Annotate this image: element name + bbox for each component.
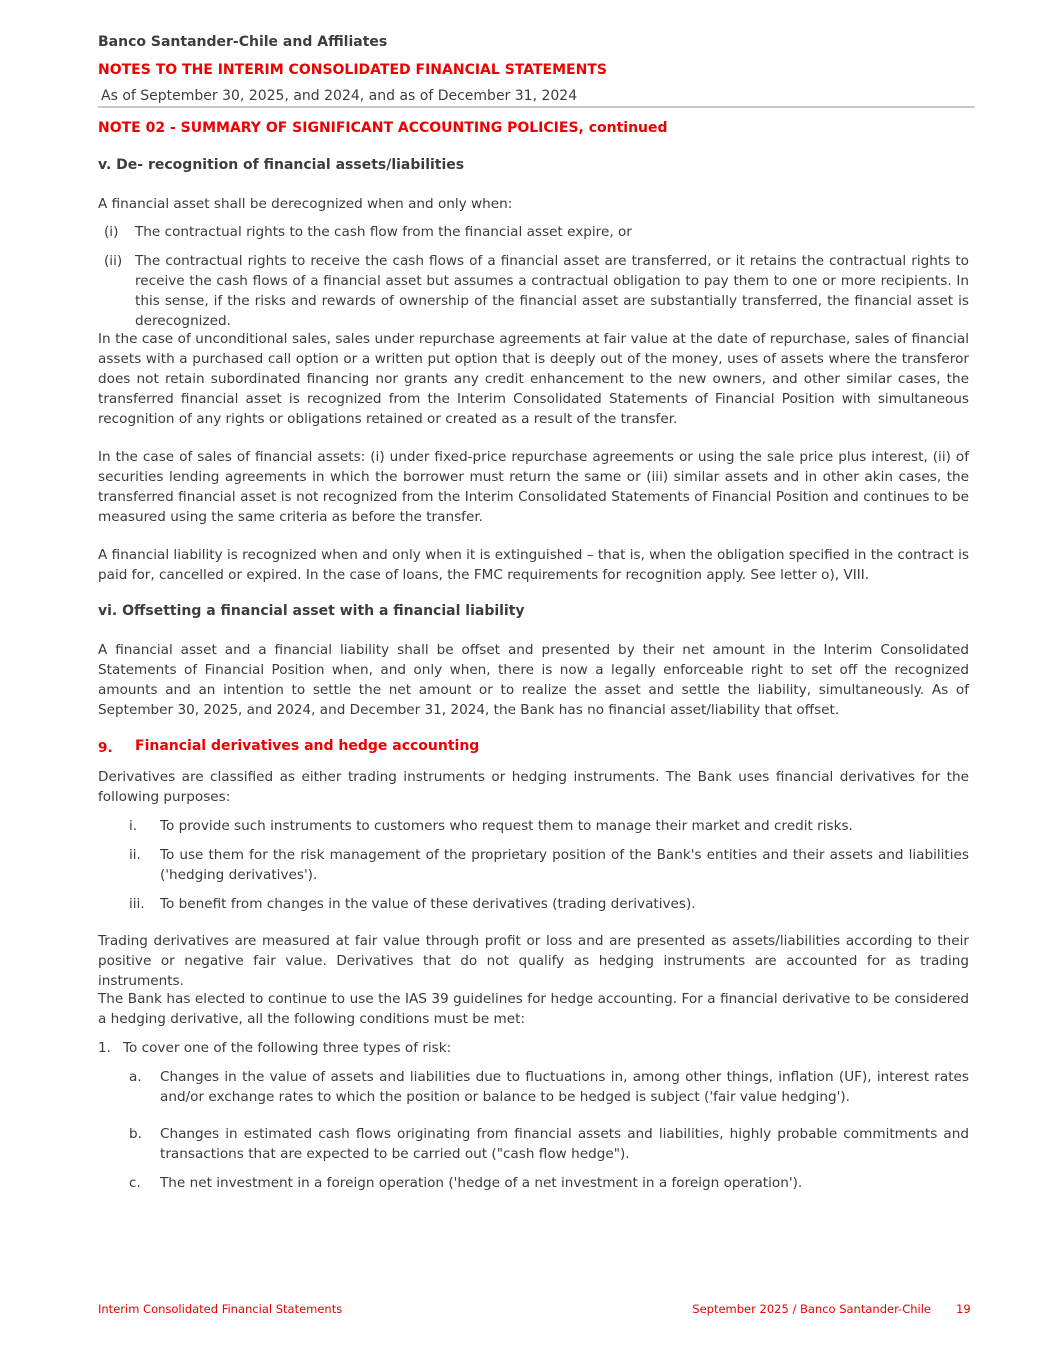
list-marker: 1. (98, 1040, 111, 1056)
list-marker: iii. (129, 896, 145, 912)
list-item: To use them for the risk management of the proprietary position of the Bank's entities and their assets and liabilities ('hedging derivatives'). (160, 847, 969, 883)
paragraph: In the case of unconditional sales, sales under repurchase agreements at fair value at the date of repurchase, sales of financial assets with a purchased call option or a written put option that is deeply out of the money, uses of assets where the transferor does not retain subordinated financing nor grants any credit enhancement to the new owners, and other similar cases, the transferred financial asset is recognized from the Interim Consolidated Statements of Financial Position with simultaneous recognition of any rights or obligations retained or created as a result of the transfer. (98, 331, 969, 427)
section-9-intro: Derivatives are classified as either trading instruments or hedging instruments. The Bank uses financial derivatives for the following purposes: (98, 769, 969, 805)
list-item: Changes in estimated cash flows originating from financial assets and liabilities, highly probable commitments and transactions that are expected to be carried out ("cash flow hedge"). (160, 1126, 969, 1162)
footer-right: September 2025 / Banco Santander-Chile (692, 1302, 931, 1316)
list-item: Changes in the value of assets and liabilities due to fluctuations in, among other things, inflation (UF), interest rates and/or exchange rates to which the position or balance to be hedged is subject ('fair value hedging'). (160, 1069, 969, 1105)
list-item: The contractual rights to receive the cash flows of a financial asset are transferred, or it retains the contractual rights to receive the cash flows of a financial asset but assumes a contractual obligation to pay them to one or more recipients. In this sense, if the risks and rewards of ownership of the financial asset are substantially transferred, the financial asset is derecognized. (135, 253, 969, 329)
paragraph: In the case of sales of financial assets: (i) under fixed-price repurchase agreements or using the sale price plus interest, (ii) of securities lending agreements in which the borrower must return the same or (iii) similar assets and in other akin cases, the transferred financial asset is not recognized from the Interim Consolidated Statements of Financial Position and continues to be measured using the same criteria as before the transfer. (98, 449, 969, 525)
section-v-intro: A financial asset shall be derecognized when and only when: (98, 196, 513, 212)
list-item: To cover one of the following three types of risk: (123, 1040, 452, 1056)
list-marker: c. (129, 1175, 141, 1191)
paragraph: A financial asset and a financial liability shall be offset and presented by their net amount in the Interim Consolidated Statements of Financial Position when, and only when, there is now a legally enforceable right to set off the recognized amounts and an intention to settle the net amount or to realize the asset and settle the liability, simultaneously. As of September 30, 2025, and 2024, and December 31, 2024, the Bank has no financial asset/liability that offset. (98, 642, 969, 718)
list-marker: (ii) (104, 253, 123, 269)
list-item: The net investment in a foreign operation ('hedge of a net investment in a foreign operation'). (160, 1175, 803, 1191)
list-marker: i. (129, 818, 138, 834)
page-number: 19 (956, 1302, 971, 1316)
document-title: NOTES TO THE INTERIM CONSOLIDATED FINANCIAL STATEMENTS (98, 62, 607, 78)
section-vi-heading: vi. Offsetting a financial asset with a financial liability (98, 603, 525, 619)
header-divider (98, 106, 975, 108)
list-marker: b. (129, 1126, 142, 1142)
paragraph: Trading derivatives are measured at fair value through profit or loss and are presented as assets/liabilities according to their positive or negative fair value. Derivatives that do not qualify as hedging instruments are accounted for as trading instruments. (98, 933, 969, 989)
list-item: The contractual rights to the cash flow from the financial asset expire, or (135, 224, 632, 240)
section-9-heading: Financial derivatives and hedge accounting (135, 738, 480, 754)
paragraph: A financial liability is recognized when and only when it is extinguished – that is, when the obligation specified in the contract is paid for, cancelled or expired. In the case of loans, the FMC requirements for recognition apply. See letter o), VIII. (98, 547, 969, 583)
document-date: As of September 30, 2025, and 2024, and as of December 31, 2024 (101, 88, 578, 104)
paragraph: The Bank has elected to continue to use the IAS 39 guidelines for hedge accounting. For a financial derivative to be considered a hedging derivative, all the following conditions must be met: (98, 991, 969, 1027)
list-item: To benefit from changes in the value of these derivatives (trading derivatives). (160, 896, 696, 912)
list-marker: ii. (129, 847, 141, 863)
note-title: NOTE 02 - SUMMARY OF SIGNIFICANT ACCOUNTING POLICIES, continued (98, 120, 668, 136)
list-marker: (i) (104, 224, 119, 240)
section-9-number: 9. (98, 740, 113, 756)
company-name: Banco Santander-Chile and Affiliates (98, 34, 388, 50)
section-v-heading: v. De- recognition of financial assets/liabilities (98, 157, 465, 173)
list-marker: a. (129, 1069, 142, 1085)
list-item: To provide such instruments to customers who request them to manage their market and credit risks. (160, 818, 853, 834)
footer-left: Interim Consolidated Financial Statements (98, 1302, 343, 1316)
